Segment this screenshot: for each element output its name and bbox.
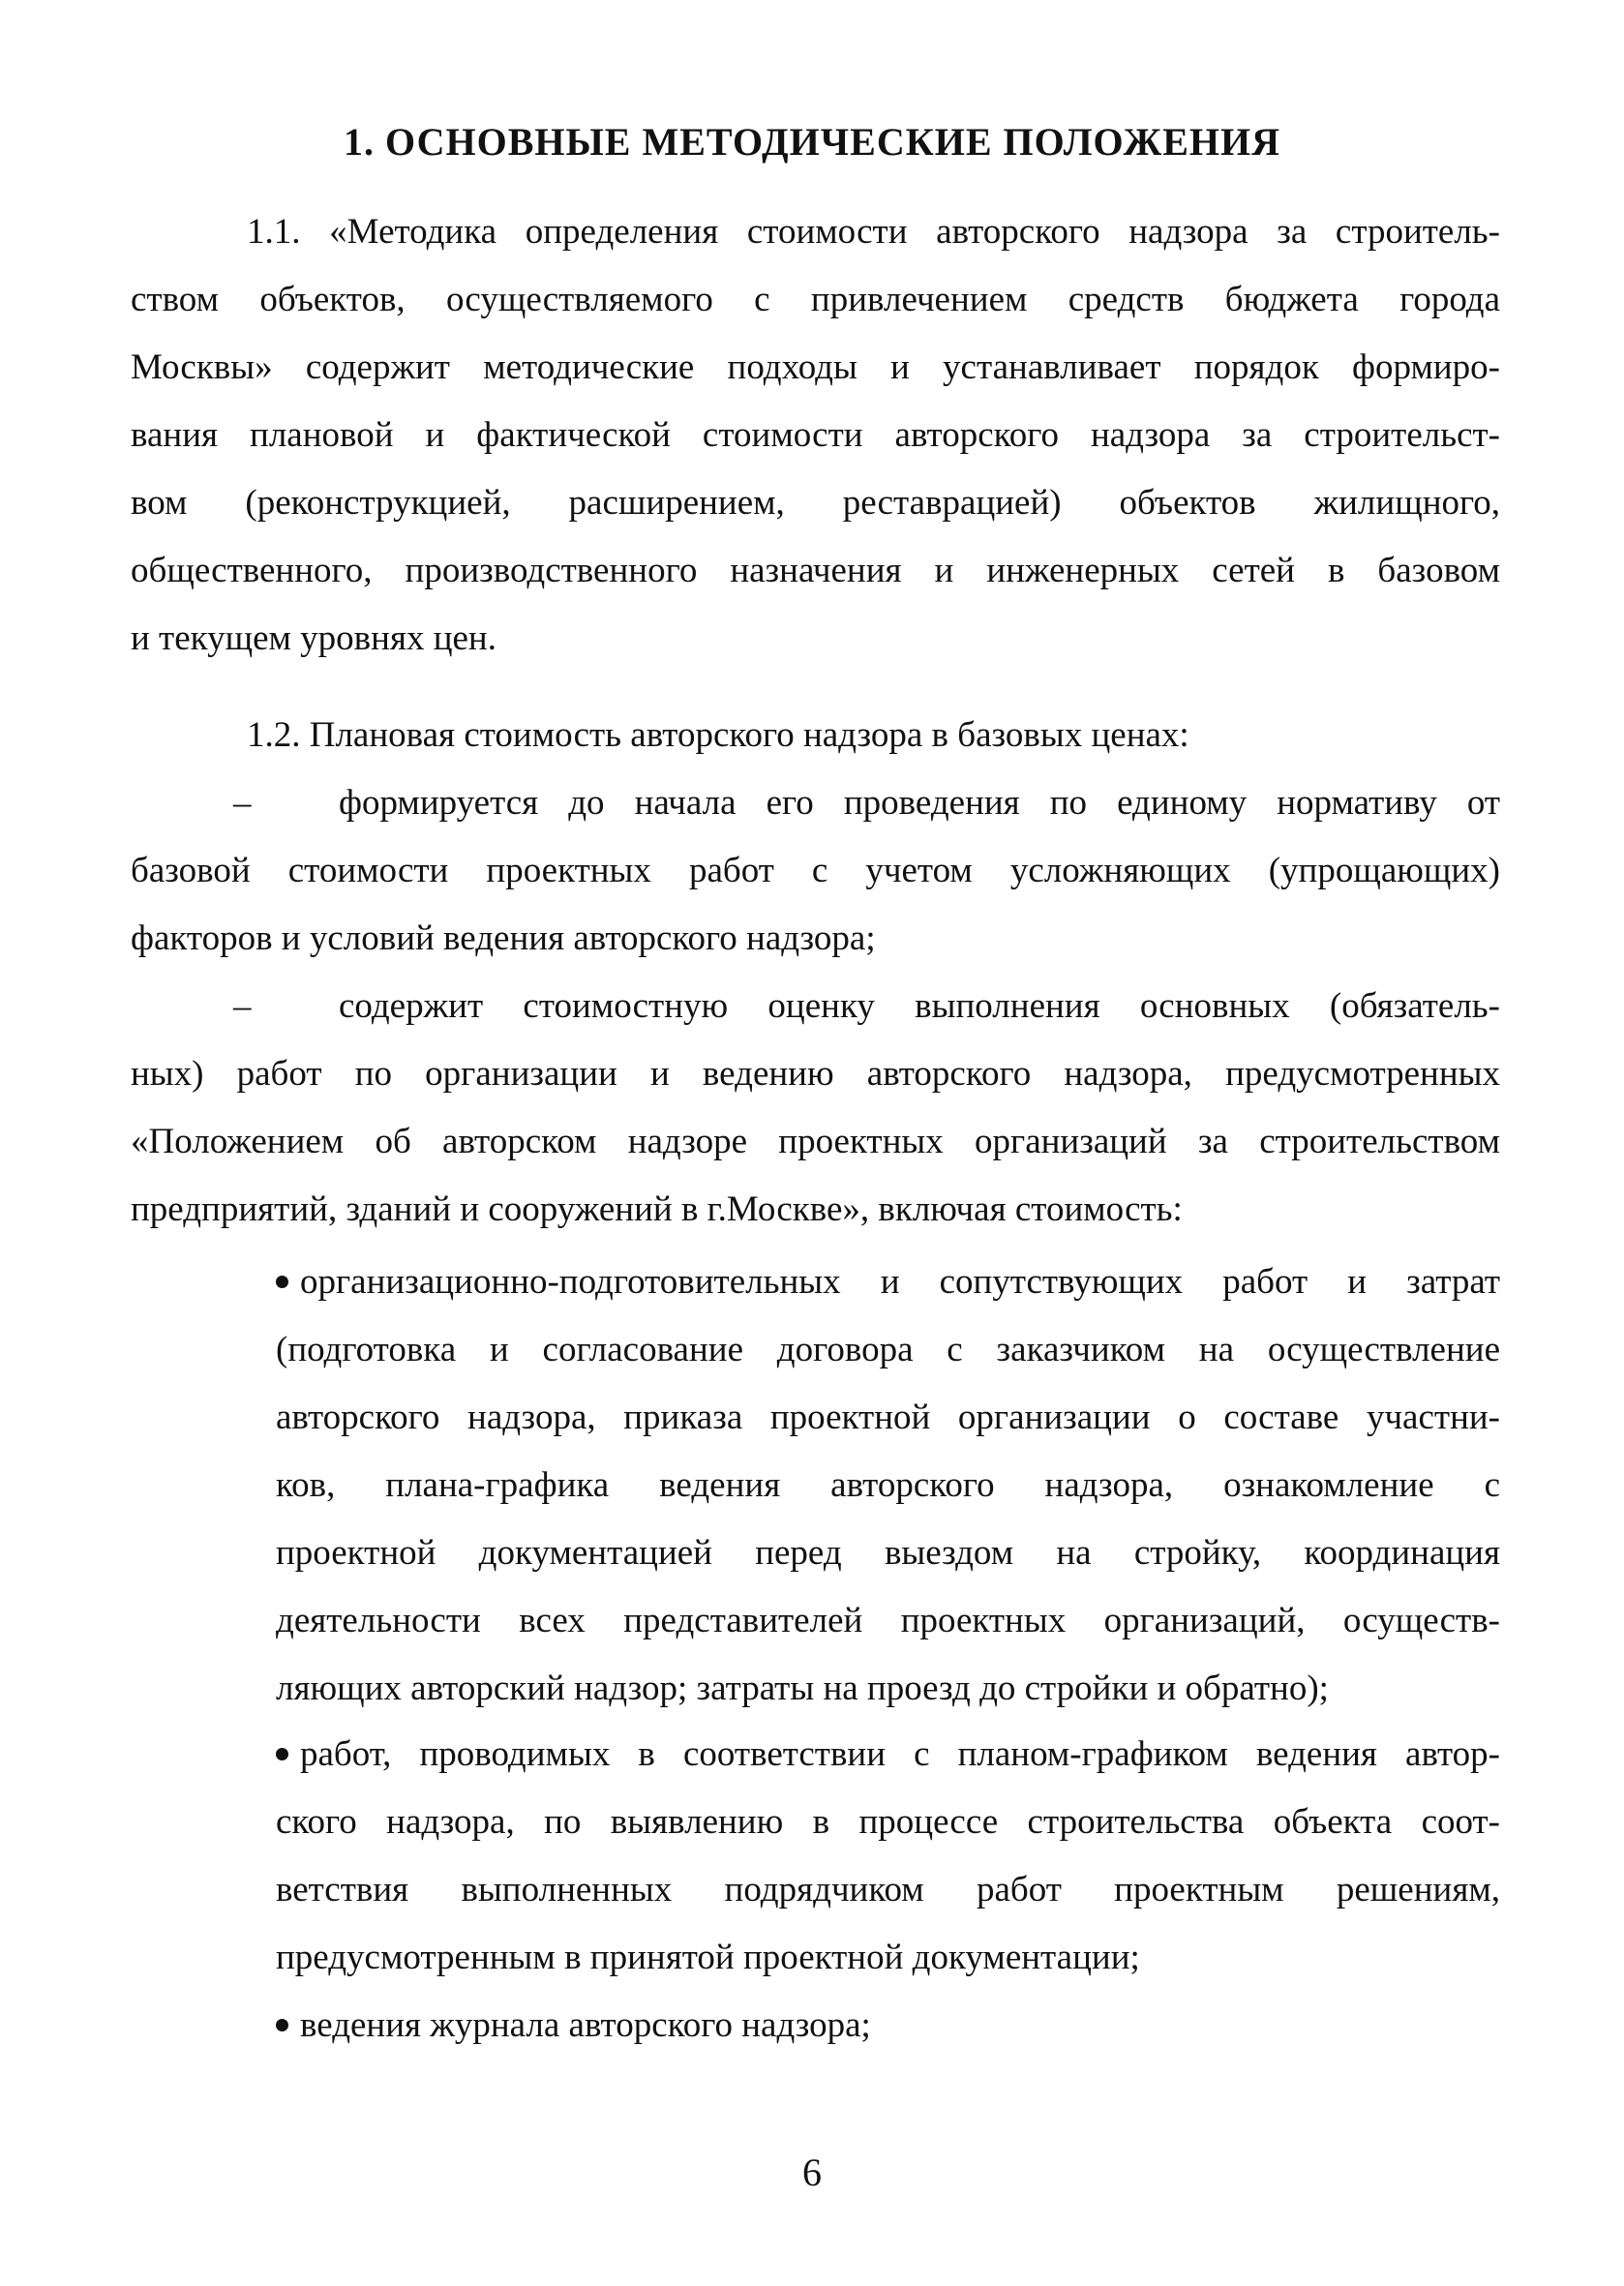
dash-item-text: содержит стоимостную оценку выполнения основных (обязатель-: [339, 986, 1500, 1026]
dash-marker: –: [233, 783, 252, 823]
paragraph-line: общественного, производственного назначения и инженерных сетей в базовом: [131, 551, 1500, 590]
bullet-line: [276, 1248, 1500, 1316]
bullet-line: деятельности всех представителей проектных организаций, осуществ-: [276, 1601, 1500, 1640]
bullet-line: авторского надзора, приказа проектной организации о составе участни-: [276, 1398, 1500, 1437]
dash-item-first-line: [131, 769, 1500, 837]
bullet-text: работ, проводимых в соответствии с планом-графиком ведения автор-: [300, 1734, 1500, 1774]
bullet-icon: [276, 2019, 288, 2031]
bullet-line: ветствия выполненных подрядчиком работ проектным решениям,: [276, 1870, 1500, 1910]
paragraph-line: ством объектов, осуществляемого с привлечением средств бюджета города: [131, 280, 1500, 319]
bullet-line: ляющих авторский надзор; затраты на проезд до стройки и обратно);: [276, 1669, 1329, 1708]
paragraph-line: базовой стоимости проектных работ с учетом усложняющих (упрощающих): [131, 851, 1500, 890]
bullet-line: проектной документацией перед выездом на стройку, координация: [276, 1533, 1500, 1573]
bullet-line: [276, 1721, 1500, 1789]
paragraph-line: и текущем уровнях цен.: [131, 618, 496, 658]
dash-list-item-2: [131, 973, 1500, 1244]
paragraph-line: вом (реконструкцией, расширением, реставрацией) объектов жилищного,: [131, 483, 1500, 523]
bullet-line: ков, плана-графика ведения авторского надзора, ознакомление с: [276, 1465, 1500, 1505]
paragraph-1-2: [131, 702, 1500, 769]
bullet-icon: [276, 1748, 288, 1760]
paragraph-line: ных) работ по организации и ведению авторского надзора, предусмотренных: [131, 1054, 1500, 1094]
section-heading: 1. ОСНОВНЫЕ МЕТОДИЧЕСКИЕ ПОЛОЖЕНИЯ: [343, 120, 1281, 164]
page-number: 6: [802, 2151, 822, 2194]
paragraph-line: предприятий, зданий и сооружений в г.Москве», включая стоимость:: [131, 1189, 1183, 1229]
paragraph-line: 1.2. Плановая стоимость авторского надзора в базовых ценах:: [247, 715, 1189, 755]
bullet-text: организационно-подготовительных и сопутствующих работ и затрат: [300, 1262, 1500, 1302]
paragraph-line: факторов и условий ведения авторского надзора;: [131, 918, 876, 958]
dash-list-item-1: [131, 769, 1500, 973]
bullet-item-3: [276, 1992, 1500, 2060]
paragraph-line: 1.1. «Методика определения стоимости авторского надзора за строитель-: [247, 212, 1500, 252]
paragraph-line: «Положением об авторском надзоре проектных организаций за строительством: [131, 1122, 1500, 1161]
bullet-item-1: [276, 1248, 1500, 1723]
bullet-line: предусмотренным в принятой проектной документации;: [276, 1938, 1140, 1977]
bullet-icon: [276, 1276, 288, 1288]
paragraph-line: вания плановой и фактической стоимости авторского надзора за строительст-: [131, 415, 1500, 455]
bullet-line: [276, 1992, 1500, 2060]
paragraph-1-1: [131, 198, 1500, 673]
bullet-item-2: [276, 1721, 1500, 1992]
bullet-line: (подготовка и согласование договора с заказчиком на осуществление: [276, 1330, 1500, 1369]
dash-marker: –: [233, 986, 252, 1026]
dash-item-first-line: [131, 973, 1500, 1040]
dash-item-text: формируется до начала его проведения по единому нормативу от: [339, 783, 1500, 823]
bullet-line: ского надзора, по выявлению в процессе строительства объекта соот-: [276, 1802, 1500, 1842]
bullet-text: ведения журнала авторского надзора;: [300, 2005, 871, 2045]
paragraph-line: Москвы» содержит методические подходы и устанавливает порядок формиро-: [131, 347, 1500, 387]
